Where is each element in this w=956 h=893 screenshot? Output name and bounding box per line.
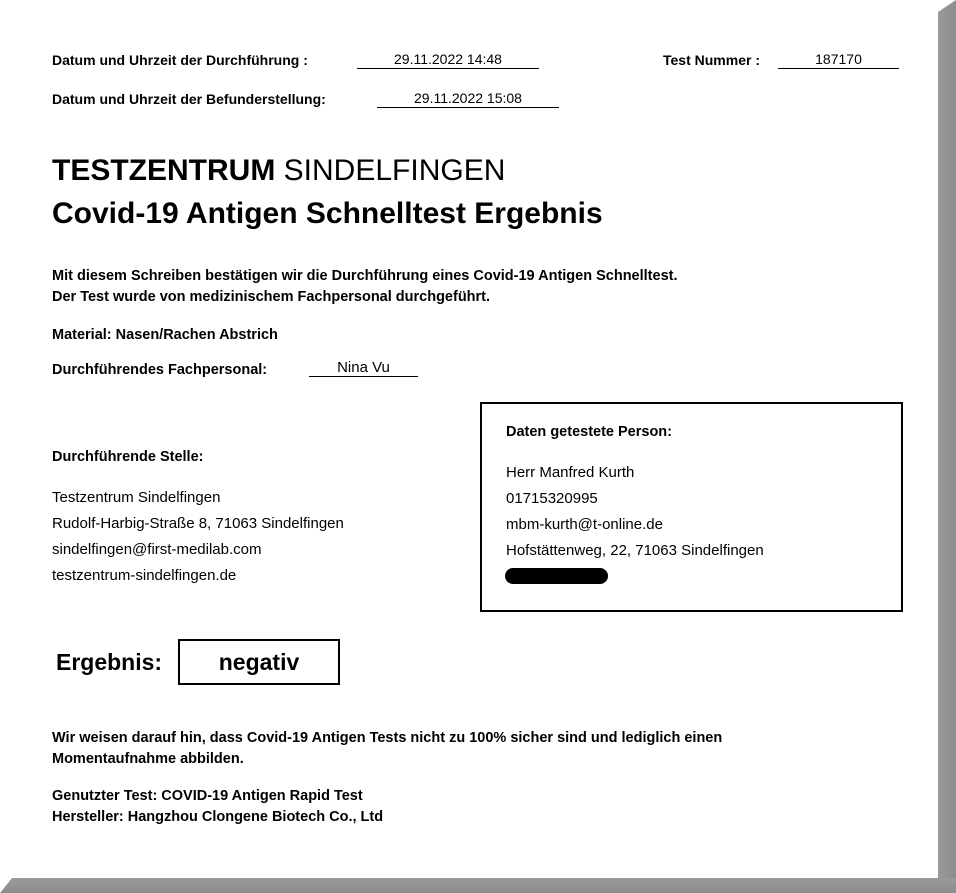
report-datetime-value: 29.11.2022 15:08 xyxy=(377,90,559,108)
disclaimer-line-2: Momentaufnahme abbilden. xyxy=(52,751,244,767)
staff-value: Nina Vu xyxy=(309,359,418,377)
disclaimer-line-1: Wir weisen darauf hin, dass Covid-19 Antigen Tests nicht zu 100% sicher sind und lediglich einen xyxy=(52,730,723,746)
intro-line-1: Mit diesem Schreiben bestätigen wir die Durchführung eines Covid-19 Antigen Schnelltest. xyxy=(52,268,678,284)
intro-line-2: Der Test wurde von medizinischem Fachpersonal durchgeführt. xyxy=(52,289,491,305)
execution-datetime-label: Datum und Uhrzeit der Durchführung : xyxy=(52,52,308,68)
result-value: negativ xyxy=(178,639,340,685)
person-email: mbm-kurth@t-online.de xyxy=(506,516,663,533)
page-shadow-right xyxy=(938,0,956,893)
page-shadow-bottom xyxy=(0,878,956,893)
person-address: Hofstättenweg, 22, 71063 Sindelfingen xyxy=(506,542,764,559)
material-text: Material: Nasen/Rachen Abstrich xyxy=(52,327,278,343)
execution-datetime-value: 29.11.2022 14:48 xyxy=(357,51,539,69)
person-label: Daten getestete Person: xyxy=(506,424,672,440)
test-number-label: Test Nummer : xyxy=(663,52,760,68)
result-label: Ergebnis: xyxy=(56,649,163,675)
person-phone: 01715320995 xyxy=(506,490,598,507)
test-number-value: 187170 xyxy=(778,51,899,69)
staff-label: Durchführendes Fachpersonal: xyxy=(52,362,268,378)
used-test-text: Genutzter Test: COVID-19 Antigen Rapid Test xyxy=(52,788,363,804)
facility-website: testzentrum-sindelfingen.de xyxy=(52,567,237,584)
page-subtitle: Covid-19 Antigen Schnelltest Ergebnis xyxy=(52,197,603,230)
facility-label: Durchführende Stelle: xyxy=(52,449,204,465)
redaction-bar xyxy=(505,568,608,584)
page-title xyxy=(52,154,505,188)
facility-email: sindelfingen@first-medilab.com xyxy=(52,541,262,558)
manufacturer-text: Hersteller: Hangzhou Clongene Biotech Co., Ltd xyxy=(52,809,384,825)
facility-name: Testzentrum Sindelfingen xyxy=(52,489,221,506)
report-datetime-label: Datum und Uhrzeit der Befunderstellung: xyxy=(52,91,326,107)
facility-address: Rudolf-Harbig-Straße 8, 71063 Sindelfingen xyxy=(52,515,344,532)
person-name: Herr Manfred Kurth xyxy=(506,464,635,481)
title-bold: TESTZENTRUM xyxy=(52,154,276,187)
title-normal: SINDELFINGEN xyxy=(283,154,506,187)
